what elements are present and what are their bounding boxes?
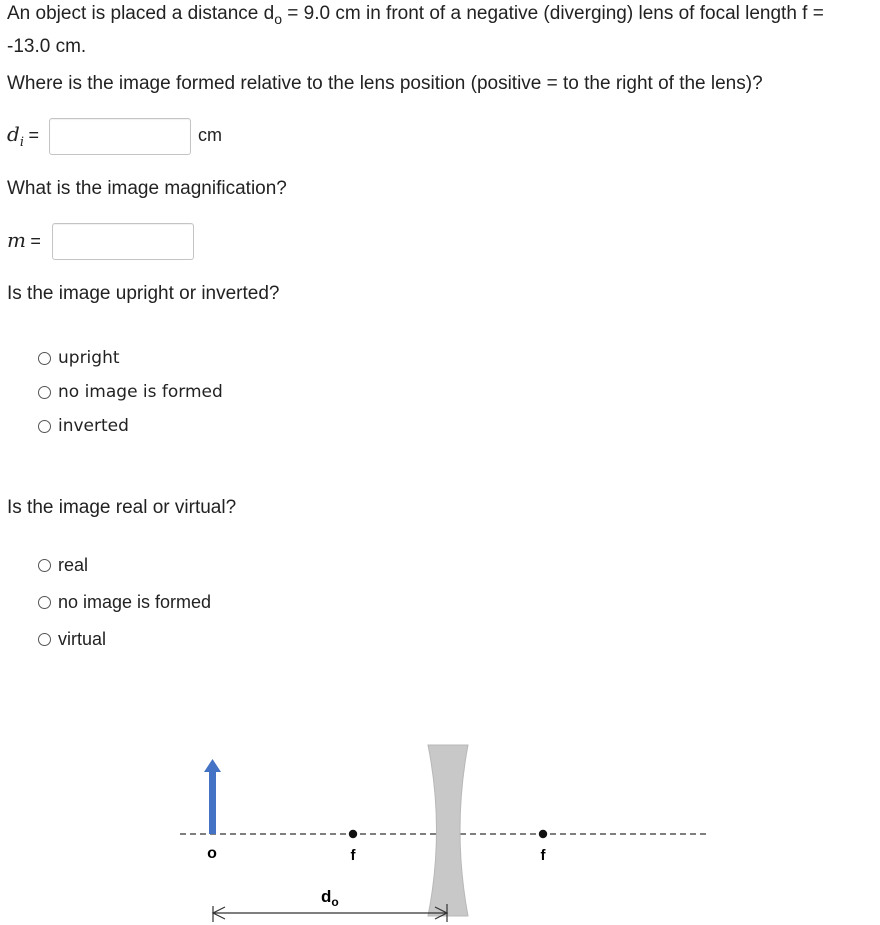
distance-label: $d_o$: [321, 887, 339, 909]
option-no-image-orientation[interactable]: [38, 382, 223, 402]
question-image-position: Where is the image formed relative to the lens position (positive = to the right of the lens)?: [7, 73, 763, 94]
option-no-image-orientation-label: no image is formed: [58, 382, 223, 402]
option-real[interactable]: [38, 555, 88, 576]
m-label: [7, 228, 41, 252]
focal-point-left: [349, 830, 357, 838]
di-input[interactable]: [49, 118, 191, 155]
radio-virtual[interactable]: [38, 633, 51, 646]
m-variable: m: [7, 228, 26, 252]
m-input[interactable]: [52, 223, 194, 260]
object-arrow-head: [204, 759, 221, 772]
intro-text-end: = 9.0 cm in front of a negative (diverging) lens of focal length f =: [282, 3, 824, 24]
option-inverted-label: inverted: [58, 416, 129, 436]
focal-left-label: f: [350, 847, 356, 864]
intro-text-start: An object is placed a distance d: [7, 3, 275, 24]
m-equals: =: [30, 231, 41, 251]
object-arrow-shaft: [209, 772, 216, 834]
radio-upright[interactable]: [38, 352, 51, 365]
focal-right-label: f: [540, 847, 546, 864]
option-real-label: real: [58, 555, 89, 575]
radio-real[interactable]: [38, 559, 51, 572]
diverging-lens: [428, 745, 468, 916]
option-virtual[interactable]: [38, 629, 106, 650]
lens-diagram: [0, 730, 880, 925]
di-equals: =: [28, 125, 39, 145]
problem-statement: [7, 0, 877, 60]
di-variable: $d_i$: [7, 122, 24, 150]
radio-no-image-orientation[interactable]: [38, 386, 51, 399]
question-real-virtual: Is the image real or virtual?: [7, 497, 237, 518]
intro-text-line2: -13.0 cm.: [7, 35, 87, 57]
question-orientation: Is the image upright or inverted?: [7, 283, 280, 304]
focal-point-right: [539, 830, 547, 838]
radio-no-image-type[interactable]: [38, 596, 51, 609]
option-upright[interactable]: [38, 348, 120, 368]
option-no-image-type-label: no image is formed: [58, 592, 212, 612]
di-unit: cm: [198, 125, 222, 145]
option-inverted[interactable]: [38, 416, 129, 436]
option-upright-label: upright: [58, 348, 120, 368]
intro-subscript: o: [274, 10, 283, 27]
radio-inverted[interactable]: [38, 420, 51, 433]
question-magnification: What is the image magnification?: [7, 178, 287, 199]
di-label: [7, 122, 39, 150]
option-no-image-type[interactable]: [38, 592, 211, 613]
object-label: o: [207, 845, 217, 862]
option-virtual-label: virtual: [58, 629, 107, 649]
